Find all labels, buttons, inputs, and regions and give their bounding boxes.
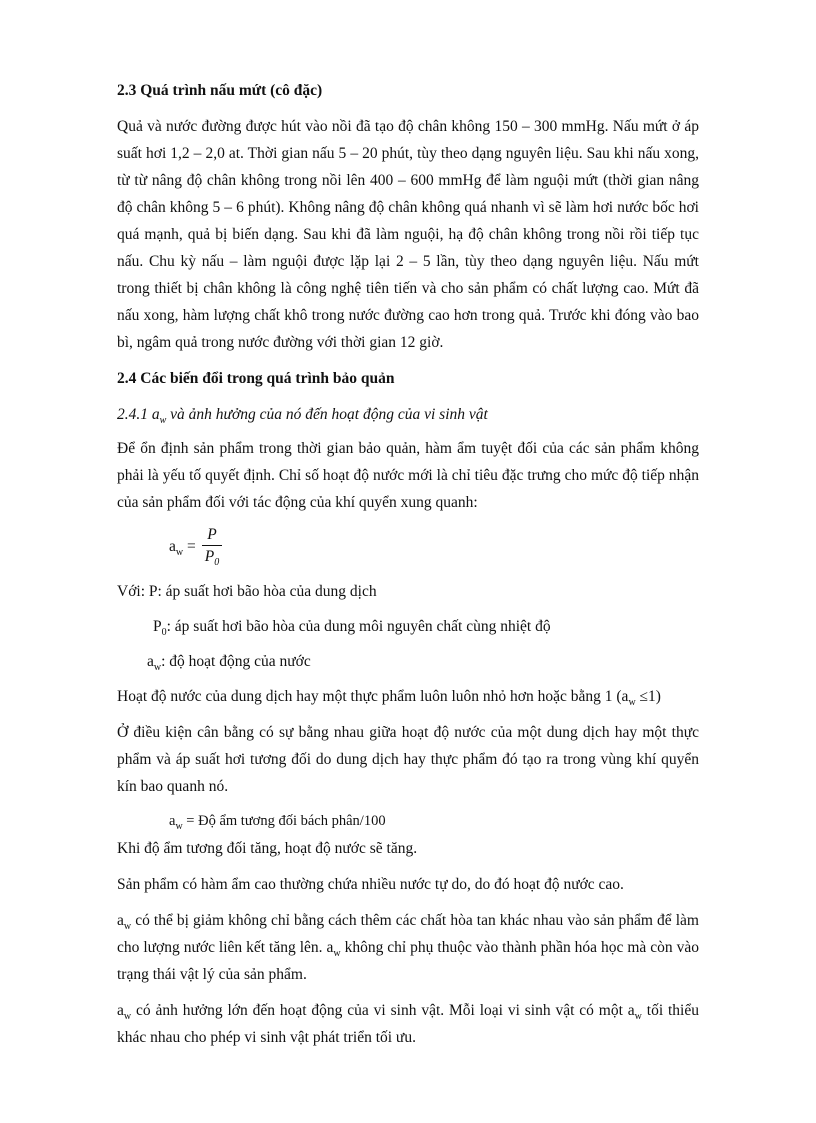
paragraph-humidity-increase: Khi độ ẩm tương đối tăng, hoạt độ nước sẽ tăng. (117, 840, 418, 857)
paragraph-equilibrium: Ở điều kiện cân bằng có sự bằng nhau giữa hoạt độ nước của một dung dịch hay một thực phẩm và áp suất hơi tương đối do dung dịch hay thực phẩm đó tạo ra trong vùng khí quyển kín bao quanh nó. (117, 724, 699, 795)
formula-fraction (202, 525, 222, 568)
water-activity-formula (169, 525, 699, 568)
paragraph-free-water: Sản phẩm có hàm ẩm cao thường chứa nhiều nước tự do, do đó hoạt độ nước cao. (117, 876, 624, 893)
relative-humidity-formula: $a_w$ = Độ ẩm tương đối bách phân/100 (169, 813, 386, 832)
formula-denominator: $P_0$ (202, 545, 222, 568)
paragraph-aw-max: Hoạt độ nước của dung dịch hay một thực phẩm luôn luôn nhỏ hơn hoặc bằng 1 $(a_w \le 1)$ (117, 688, 661, 709)
definition-p: Với: P: áp suất hơi bão hòa của dung dịch (117, 583, 377, 600)
heading-2-4: 2.4 Các biến đổi trong quá trình bảo quản (117, 370, 395, 387)
paragraph-water-activity-intro: Để ổn định sản phẩm trong thời gian bảo quản, hàm ẩm tuyệt đối của các sản phẩm không phải là yếu tố quyết định. Chỉ số hoạt độ nước mới là chỉ tiêu đặc trưng cho mức độ tiếp nhận của sản phẩm đối với tác động của khí quyển xung quanh: (117, 440, 699, 511)
heading-2-3: 2.3 Quá trình nấu mứt (cô đặc) (117, 82, 323, 99)
paragraph-aw-reduction: $a_w$ có thể bị giảm không chỉ bằng cách thêm các chất hòa tan khác nhau vào sản phẩm để làm cho lượng nước liên kết tăng lên. $a_w$ không chỉ phụ thuộc vào thành phần hóa học mà còn vào trạng thái vật lý của sản phẩm. (117, 912, 699, 983)
heading-2-4-1: 2.4.1 $a_w$ và ảnh hưởng của nó đến hoạt động của vi sinh vật (117, 406, 488, 427)
definition-p0: $P_0$: áp suất hơi bão hòa của dung môi nguyên chất cùng nhiệt độ (153, 618, 551, 639)
paragraph-jam-cooking: Quả và nước đường được hút vào nồi đã tạo độ chân không 150 – 300 mmHg. Nấu mứt ở áp suất hơi 1,2 – 2,0 at. Thời gian nấu 5 – 20 phút, tùy theo dạng nguyên liệu. Sau khi nấu xong, từ từ nâng độ chân không trong nồi lên 400 – 600 mmHg để làm nguội mứt (thời gian nâng độ chân không 5 – 6 phút). Không nâng độ chân không quá nhanh vì sẽ làm hơi nước bốc hơi quá mạnh, quả bị biến dạng. Sau khi đã làm nguội, hạ độ chân không trong nồi rồi tiếp tục nấu. Chu kỳ nấu – làm nguội được lặp lại 2 – 5 lần, tùy theo dạng nguyên liệu. Nấu mứt trong thiết bị chân không là công nghệ tiên tiến và cho sản phẩm có chất lượng cao. Mứt đã nấu xong, hàm lượng chất khô trong nước đường cao hơn trong quả. Trước khi đóng vào bao bì, ngâm quả trong nước đường với thời gian 12 giờ. (117, 118, 699, 351)
formula-numerator: P (207, 526, 217, 543)
paragraph-aw-microbes: $a_w$ có ảnh hưởng lớn đến hoạt động của vi sinh vật. Mỗi loại vi sinh vật có một $a_w$ tối thiểu khác nhau cho phép vi sinh vật phát triển tối ưu. (117, 1002, 699, 1046)
page-content (117, 77, 699, 1060)
formula-lhs: $a_w$ = (169, 538, 196, 559)
definition-aw: $a_w$: độ hoạt động của nước (147, 653, 311, 674)
